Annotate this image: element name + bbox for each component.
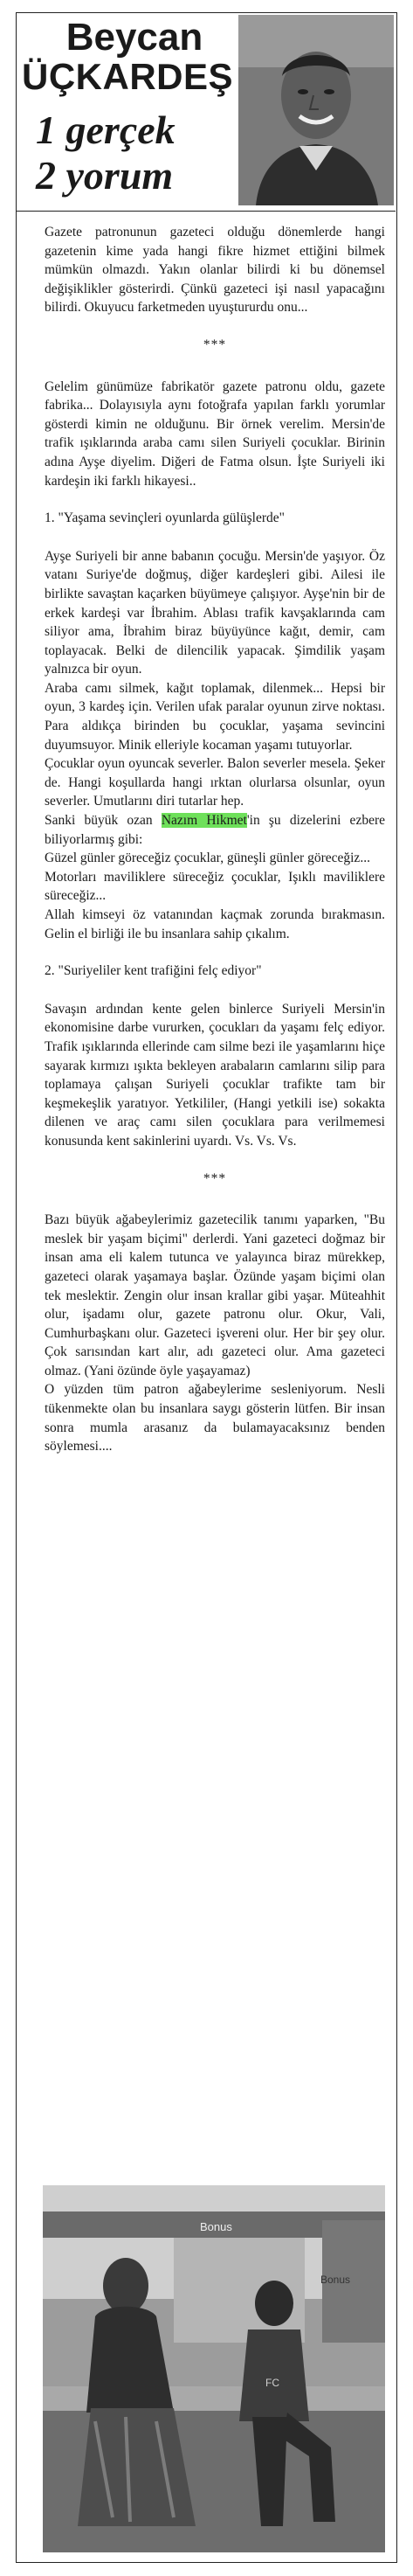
column-title <box>36 108 238 198</box>
section-1-paragraph-c: Çocuklar oyun oyuncak severler. Balon severler mesela. Şeker de. Hangi koşullarda hangi ırktan olurlarsa olsunlar, oyun severler. Umutlarını diri tutarlar hep. <box>45 756 385 809</box>
article-body <box>45 223 385 1456</box>
highlighted-poet-name: Nazım Hikmet <box>161 813 247 829</box>
store-sign-2: Bonus <box>320 2274 351 2286</box>
closing-paragraph-a: Bazı büyük ağabeylerimiz gazetecilik tanımı yaparken, "Bu meslek bir yaşam biçimi" derlerdi. Yani gazeteci doğmaz bir insan ama eli kalem tutunca ve yalayınca biraz mürekkep, gazeteci olarak yaşamaya başlar. Özünde yaşam biçimi olan tek meslektir. Zengin olur insan krallar gibi yaşar. Müteahhit olur, işadamı olur, gazete patronu olur. Okur, Vali, Cumhurbaşkanı olur. Gazeteci işvereni olur. Her bir şey olur. Çok sarısından kart alır, adı gazeteci olur. Ama gazeteci olmaz. (Yani özünde öyle yaşayamaz) <box>45 1212 385 1378</box>
quote-intro: Sanki büyük ozan <box>45 813 162 829</box>
section-2-title: 2. "Suriyeliler kent trafiğini felç ediyor" <box>45 963 262 979</box>
author-portrait <box>238 15 394 205</box>
column-title-line-2: 2 yorum <box>36 153 174 198</box>
header-divider <box>17 211 396 212</box>
author-last-name: ÜÇKARDEŞ <box>22 56 234 97</box>
quote-intro-end: 'in şu dizelerini ezbere biliyorlarmış gibi: <box>45 813 385 847</box>
section-1-paragraph-e: Allah kimseyi öz vatanından kaçmak zorunda bırakmasın. Gelin el birliği ile bu insanlara sahip çıkalım. <box>45 907 385 941</box>
section-1-paragraph-b: Araba camı silmek, kağıt toplamak, dilenmek... Hepsi bir oyun, 3 kardeş için. Verilen ufak paralar oyunun zirve noktası. Para aldıkça birinden bu çocuklar, yaşama sevincini duyumsuyor. Minik elleriyle kocaman yaşamı tutuyorlar. <box>45 680 385 753</box>
author-first-name: Beycan <box>65 16 203 59</box>
column-title-line-1: 1 gerçek <box>36 108 176 152</box>
section-1-paragraph-d <box>45 811 385 849</box>
poem-line-2: Motorları maviliklere süreceğiz çocuklar, Işıklı maviliklere süreceğiz... <box>45 869 385 904</box>
section-2-paragraph: Savaşın ardından kente gelen binlerce Suriyeli Mersin'in ekonomisine darbe vururken, çocukları da yaşamı felç ediyor. Trafik ışıklarında ellerinde cam silme bezi ile yaşamlarını hiçe sayarak kırmızı ışıkta bekleyen arabaların camlarını silip para toplamaya çalışan Suriyeli çocuklar trafikte tam bir keşmekeşlik yaratıyor. Yetkililer, (Hangi yetkili ise) sokakta dilenen ve araç camı silen çocuklara para verilmemesi konusunda kent sakinlerini uyardı. Vs. Vs. Vs. <box>45 1001 385 1149</box>
store-sign-1: Bonus <box>200 2220 232 2233</box>
section-separator: *** <box>203 337 227 352</box>
newspaper-column <box>16 12 397 2563</box>
intro-paragraph: Gazete patronunun gazeteci olduğu dönemlerde hangi gazetenin kime yada hangi fikre hizmet ettiğini bilmek mümkün olmazdı. Yakın olanlar bilirdi ki bu dönemsel değişiklikler gösterirdi. Çünkü gazeteci işi nasıl yapacağını bilirdi. Okuyucu farketmeden uyuştururdu onu... <box>45 225 385 316</box>
section-separator-2: *** <box>203 1170 227 1186</box>
section-1-title: 1. "Yaşama sevinçleri oyunlarda gülüşlerde" <box>45 510 285 526</box>
closing-paragraph-b: O yüzden tüm patron ağabeylerime seslenіyorum. Nesli tükenmekte olan bu insanlara saygı gösterin lütfen. Bir insan sonra mumla arasanız da bulamayacaksınız benden söylemesi.... <box>45 1382 385 1455</box>
column-header <box>17 13 396 205</box>
jersey-text: FC <box>265 2377 279 2389</box>
street-children-photo <box>43 2185 385 2552</box>
poem-line-1: Güzel günler göreceğiz çocuklar, güneşli günler göreceğiz... <box>45 851 370 866</box>
section-1-paragraph-a: Ayşe Suriyeli bir anne babanın çocuğu. Mersin'de yaşıyor. Öz vatanı Suriye'de doğmuş, diğer kardeşleri gibi. Ailesi ile birlikte savaştan kaçarken büyümeye çalışıyor. Ayşe'nin bir de erkek kardeşi var İbrahim. Ablası trafik kavşaklarında cam siliyor ama, İbrahim biraz büyüyünce kağıt, demir, cam toplayacak. Belki de dilencilik yapacak. Şimdilik yaşam yalnızca bir oyun. <box>45 548 385 677</box>
context-paragraph: Gelelim günümüze fabrikatör gazete patronu oldu, gazete fabrika... Dolayısıyla aynı fotoğrafa yapılan farklı yorumlar gösterdi kimin ne olduğunu. Bir örnek verelim. Mersin'de trafik ışıklarında araba camı silen Suriyeli çocuklar. Birinin adına Ayşe diyelim. Diğeri de Fatma olsun. İşte Suriyeli iki kardeşin iki farklı hikayesi.. <box>45 378 385 489</box>
